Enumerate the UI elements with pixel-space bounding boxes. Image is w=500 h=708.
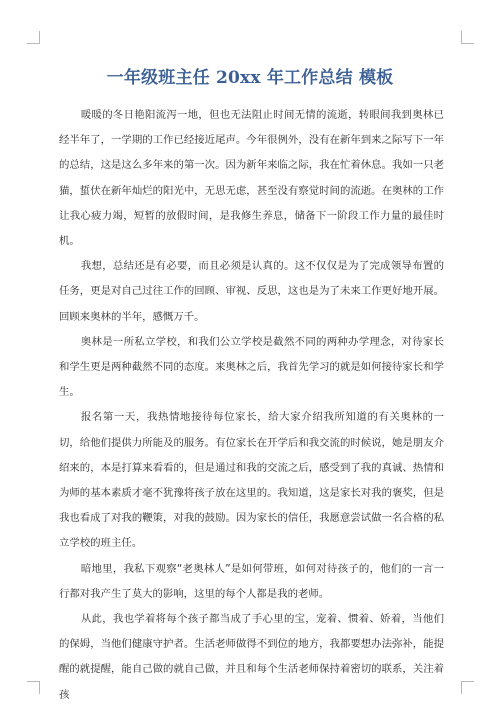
paragraph-1: 暖暖的冬日艳阳流泻一地，但也无法阻止时间无情的流逝，转眼间我到奥林已经半年了，一学期的工作已经接近尾声。今年很例外，没有在新年到来之际写下一年的总结，这是这么多年来的第一次。因为新年来临之际，我在忙着休息。我如一只老猫，蜇伏在新年灿烂的阳光中，无思无虑，甚至没有察觉时间的流逝。在奥林的工作让我心疲力竭，短暂的放假时间，是我修生养息，储备下一阶段工作力量的最佳时机。 [59, 109, 444, 248]
document-title: 一年级班主任 20xx 年工作总结 模板 [106, 68, 394, 88]
page-corner-mark-bottom-left [27, 681, 40, 694]
paragraph-2: 我想，总结还是有必要，而且必须是认真的。这不仅仅是为了完成领导布置的任务，更是对自己过往工作的回顾、审视、反思，这也是为了未来工作更好地开展。回顾来奥林的半年，感慨万千。 [59, 260, 444, 323]
page-corner-mark-bottom-right [461, 681, 474, 694]
page-corner-mark-top-right [461, 31, 474, 44]
paragraph-4: 报名第一天，我热情地接待每位家长，给大家介绍我所知道的有关奥林的一切，给他们提供力所能及的服务。有位家长在开学后和我交流的时候说，她是朋友介绍来的，本是打算来看看的，但是通过和我的交流之后，感受到了我的真诚、热情和为师的基本素质才毫不犹豫将孩子放在这里的。我知道，这是家长对我的褒奖，但是我也看成了对我的鞭策，对我的鼓励。因为家长的信任，我愿意尝试做一名合格的私立学校的班主任。 [59, 411, 444, 550]
document-body [59, 103, 444, 708]
paragraph-6: 从此，我也学着将每个孩子都当成了手心里的宝，宠着、惯着、娇着，当他们的保姆，当他们健康守护者。生活老师做得不到位的地方，我都要想办法弥补，能提醒的就提醒，能自己做的就自己做，并且和每个生活老师保持着密切的联系，关注着孩 [59, 613, 444, 701]
page-corner-mark-top-left [27, 31, 40, 44]
paragraph-5: 暗地里，我私下观察“老奥林人”是如何带班，如何对待孩子的，他们的一言一行都对我产生了莫大的影响，这里的每个人都是我的老师。 [59, 562, 444, 600]
paragraph-3: 奥林是一所私立学校，和我们公立学校是截然不同的两种办学理念，对待家长和学生更是两种截然不同的态度。来奥林之后，我首先学习的就是如何接待家长和学生。 [59, 335, 444, 399]
